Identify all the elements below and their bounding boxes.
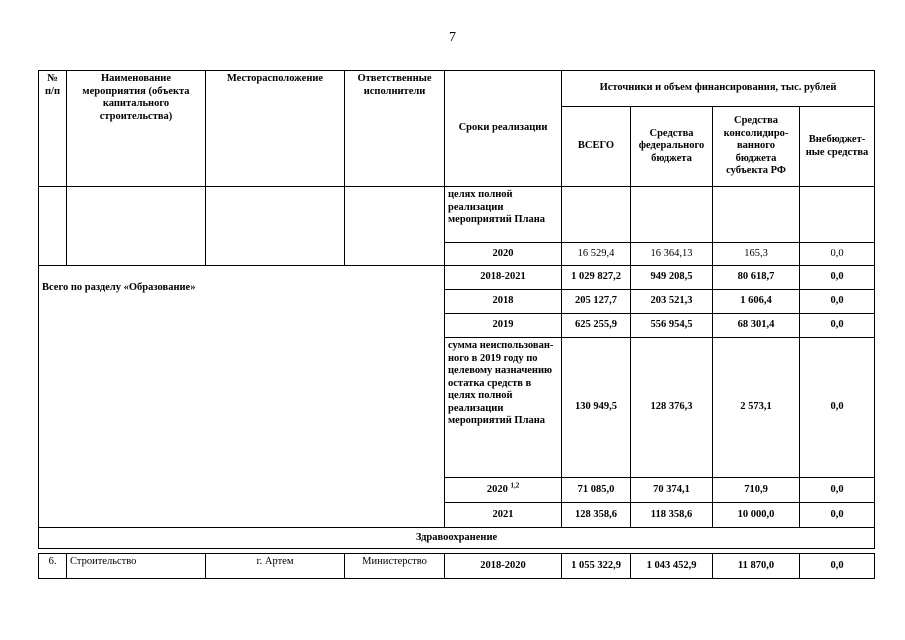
cell-period: сумма неиспользован-ного в 2019 году по целевому назначению остатка средств в целях полной реализации мероприятий Плана (445, 338, 562, 478)
cell-federal: 70 374,1 (631, 478, 713, 503)
cell-total: 1 055 322,9 (562, 554, 631, 579)
cell-responsible: Министерство (345, 554, 445, 579)
cell-responsible-empty (345, 187, 445, 266)
period-text: 2020 (486, 483, 508, 495)
cell-name-empty (67, 187, 206, 266)
cell-regional: 68 301,4 (713, 314, 800, 338)
cell-extra: 0,0 (800, 478, 875, 503)
page-number: 7 (449, 30, 456, 45)
cell-regional: 11 870,0 (713, 554, 800, 579)
cell-federal: 118 358,6 (631, 503, 713, 528)
section-heading: Здравоохранение (39, 528, 875, 549)
section-total-label: Всего по разделу «Образование» (39, 266, 445, 528)
cell-period: 2018-2020 (445, 554, 562, 579)
section-heading-row (39, 528, 875, 549)
header-federal: Средства федерального бюджета (631, 107, 713, 187)
cell-extra: 0,0 (800, 290, 875, 314)
cell-total: 205 127,7 (562, 290, 631, 314)
cell-period: 2019 (445, 314, 562, 338)
cell-location: г. Артем (206, 554, 345, 579)
cell-federal: 556 954,5 (631, 314, 713, 338)
table-header-row (39, 71, 875, 107)
cell-extra (800, 187, 875, 243)
cell-name: Строительство (67, 554, 206, 579)
cell-period: целях полной реализации мероприятий Плана (445, 187, 562, 243)
cell-federal: 128 376,3 (631, 338, 713, 478)
cell-regional: 80 618,7 (713, 266, 800, 290)
cell-extra: 0,0 (800, 314, 875, 338)
header-period: Сроки реализации (445, 71, 562, 187)
header-num: № п/п (39, 71, 67, 187)
cell-federal: 16 364,13 (631, 243, 713, 266)
cell-period: 2018-2021 (445, 266, 562, 290)
cell-regional: 710,9 (713, 478, 800, 503)
cell-extra: 0,0 (800, 266, 875, 290)
cell-regional: 2 573,1 (713, 338, 800, 478)
cell-period: 2020 (445, 243, 562, 266)
header-extra: Внебюджет-ные средства (800, 107, 875, 187)
header-responsible: Ответственные исполнители (345, 71, 445, 187)
table-row (39, 554, 875, 579)
cell-total (562, 187, 631, 243)
header-location: Месторасположение (206, 71, 345, 187)
header-funding-group: Источники и объем финансирования, тыс. рублей (562, 71, 875, 107)
footnote-marker: 1,2 (510, 481, 520, 490)
cell-regional: 10 000,0 (713, 503, 800, 528)
cell-extra: 0,0 (800, 554, 875, 579)
cell-period: 2021 (445, 503, 562, 528)
cell-regional: 1 606,4 (713, 290, 800, 314)
cell-total: 128 358,6 (562, 503, 631, 528)
cell-total: 71 085,0 (562, 478, 631, 503)
table-row (39, 187, 875, 243)
cell-total: 130 949,5 (562, 338, 631, 478)
cell-num: 6. (39, 554, 67, 579)
cell-extra: 0,0 (800, 338, 875, 478)
cell-federal: 949 208,5 (631, 266, 713, 290)
cell-federal: 203 521,3 (631, 290, 713, 314)
header-regional: Средства консолидиро-ванного бюджета субъекта РФ (713, 107, 800, 187)
table-row (39, 266, 875, 290)
cell-extra: 0,0 (800, 243, 875, 266)
header-total: ВСЕГО (562, 107, 631, 187)
cell-total: 625 255,9 (562, 314, 631, 338)
cell-period (445, 478, 562, 503)
cell-period: 2018 (445, 290, 562, 314)
cell-extra: 0,0 (800, 503, 875, 528)
cell-regional: 165,3 (713, 243, 800, 266)
cell-num-empty (39, 187, 67, 266)
financing-table (38, 70, 875, 579)
cell-regional (713, 187, 800, 243)
cell-federal (631, 187, 713, 243)
cell-total: 16 529,4 (562, 243, 631, 266)
cell-location-empty (206, 187, 345, 266)
header-name: Наименование мероприятия (объекта капитального строительства) (67, 71, 206, 187)
cell-total: 1 029 827,2 (562, 266, 631, 290)
cell-federal: 1 043 452,9 (631, 554, 713, 579)
